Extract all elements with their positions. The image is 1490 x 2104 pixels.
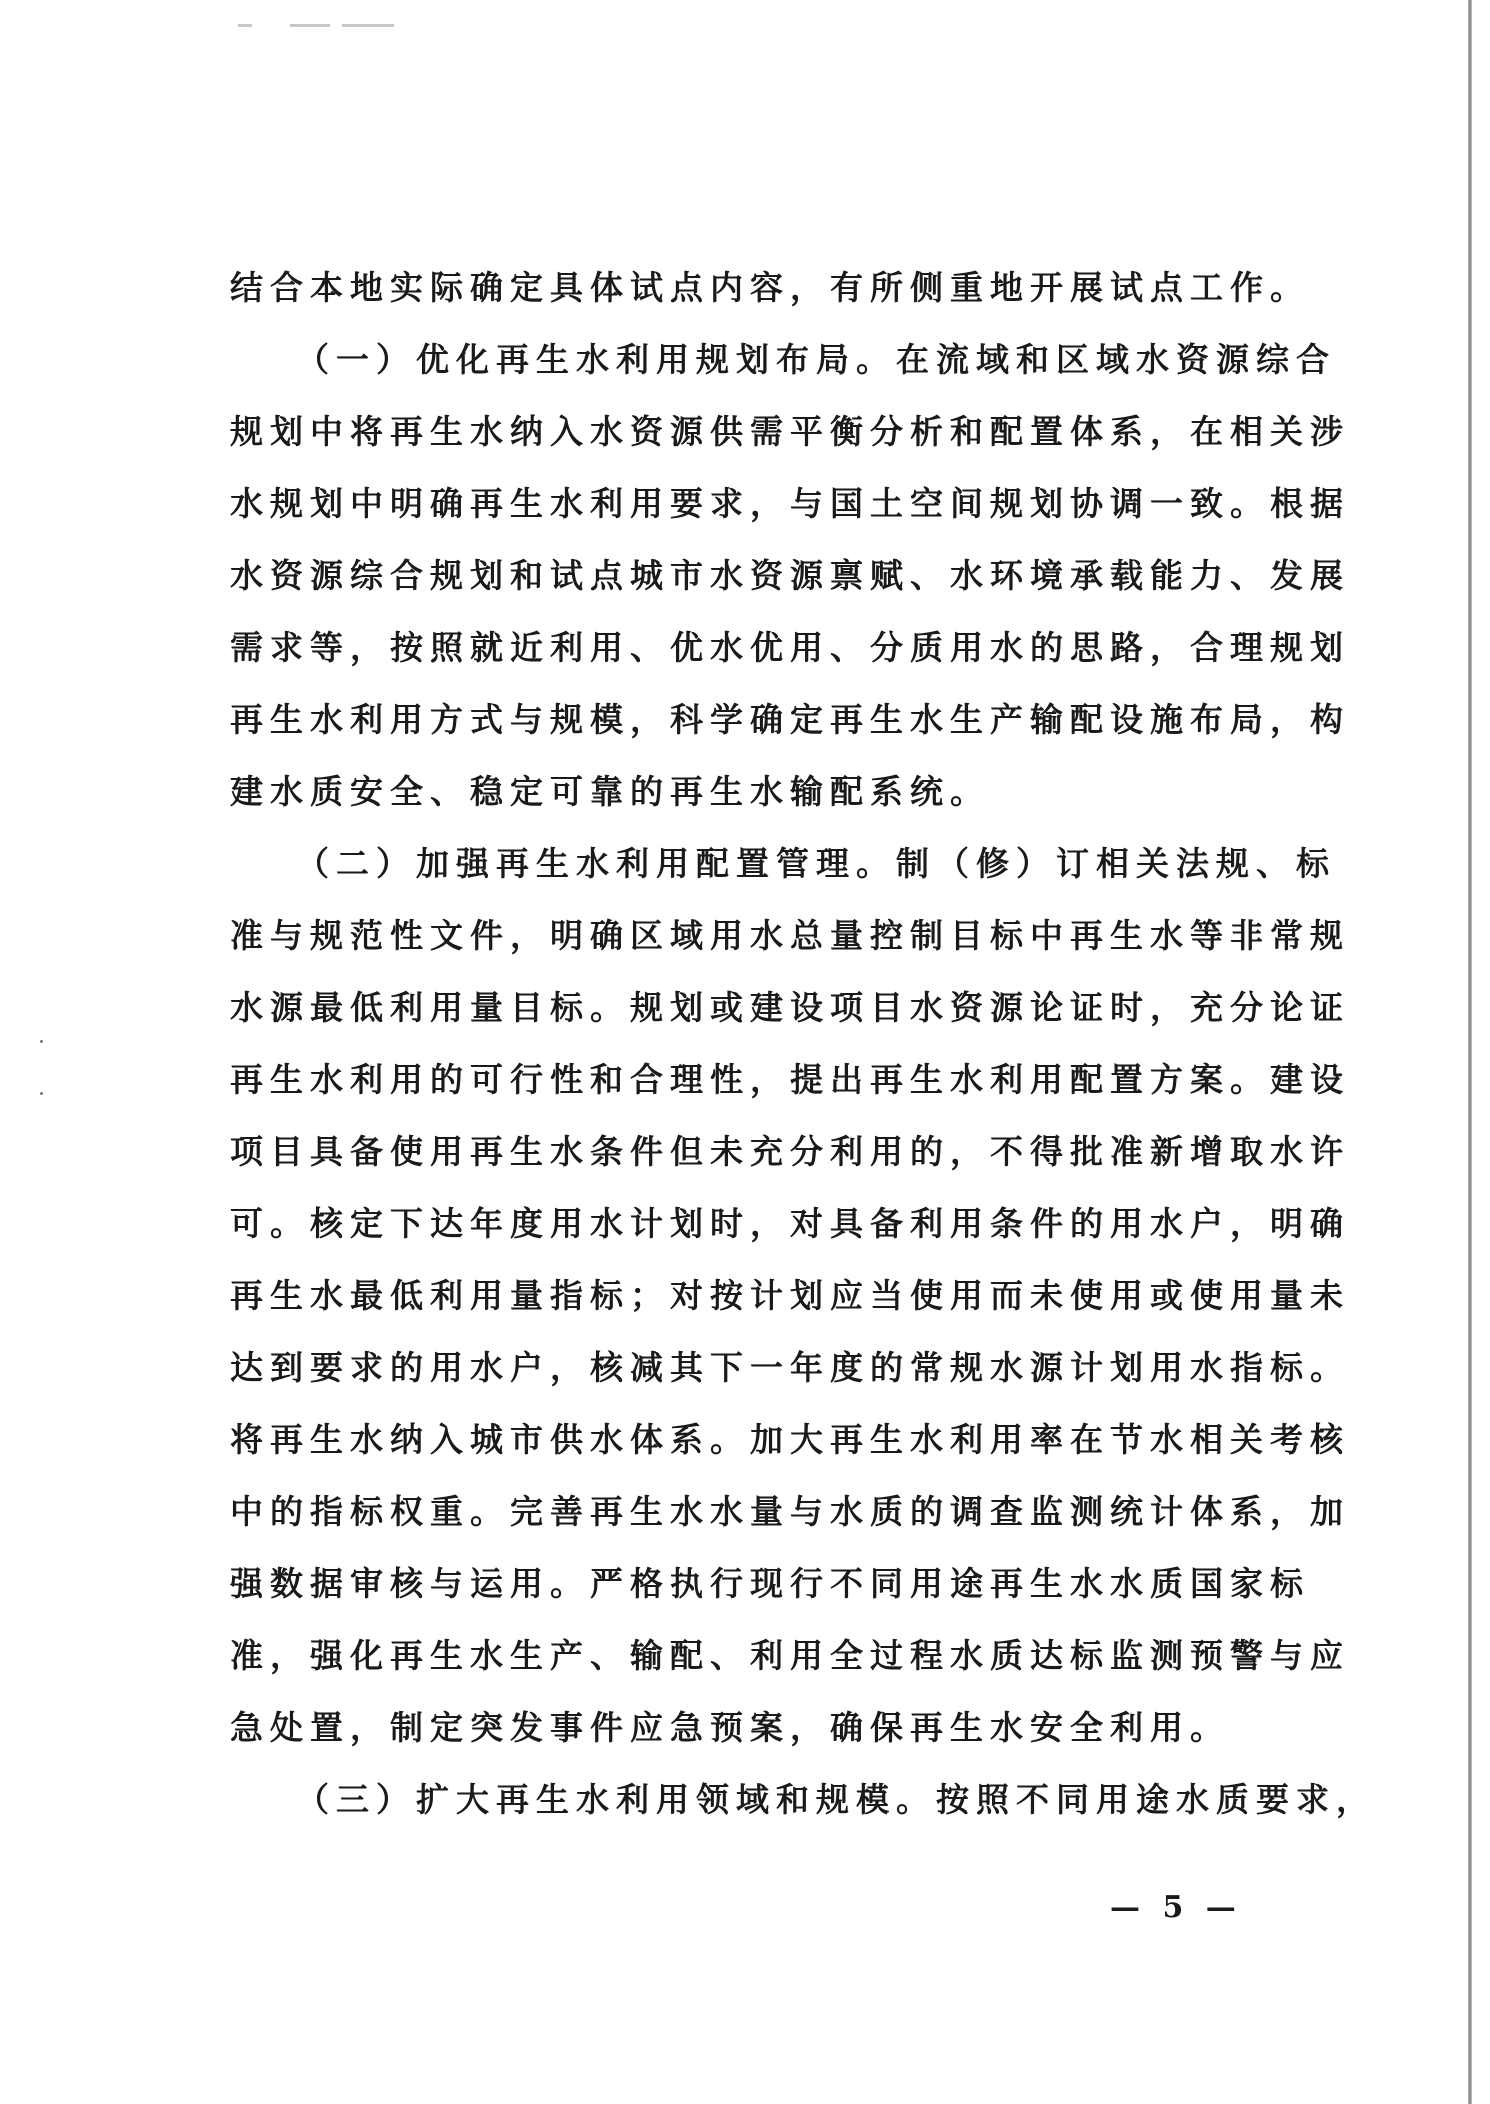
scan-edge-shadow [1468, 0, 1472, 2104]
section-two-heading-line: （二）加强再生水利用配置管理。制（修）订相关法规、标 [296, 844, 1336, 883]
text-line: 准，强化再生水生产、输配、利用全过程水质达标监测预警与应 [230, 1636, 1350, 1675]
text-line: 水源最低利用量目标。规划或建设项目水资源论证时，充分论证 [230, 988, 1350, 1027]
text-line: 建水质安全、稳定可靠的再生水输配系统。 [230, 772, 990, 811]
scan-artifact [40, 1092, 43, 1095]
text-line: 结合本地实际确定具体试点内容，有所侧重地开展试点工作。 [230, 268, 1310, 307]
section-one-heading-line: （一）优化再生水利用规划布局。在流域和区域水资源综合 [296, 340, 1336, 379]
text-line: 可。核定下达年度用水计划时，对具备利用条件的用水户，明确 [230, 1204, 1350, 1243]
text-line: 再生水最低利用量指标；对按计划应当使用而未使用或使用量未 [230, 1276, 1350, 1315]
scan-artifact [238, 24, 252, 27]
text-line: 项目具备使用再生水条件但未充分利用的，不得批准新增取水许 [230, 1132, 1350, 1171]
scan-artifact [40, 1040, 43, 1043]
text-line: 急处置，制定突发事件应急预案，确保再生水安全利用。 [230, 1708, 1230, 1747]
text-line: 再生水利用方式与规模，科学确定再生水生产输配设施布局，构 [230, 700, 1350, 739]
scan-artifact [342, 24, 394, 27]
text-line: 需求等，按照就近利用、优水优用、分质用水的思路，合理规划 [230, 628, 1350, 667]
text-line: 水资源综合规划和试点城市水资源禀赋、水环境承载能力、发展 [230, 556, 1350, 595]
text-line: 将再生水纳入城市供水体系。加大再生水利用率在节水相关考核 [230, 1420, 1350, 1459]
text-line: 达到要求的用水户，核减其下一年度的常规水源计划用水指标。 [230, 1348, 1350, 1387]
text-line: 水规划中明确再生水利用要求，与国土空间规划协调一致。根据 [230, 484, 1350, 523]
text-line: 规划中将再生水纳入水资源供需平衡分析和配置体系，在相关涉 [230, 412, 1350, 451]
text-line: 再生水利用的可行性和合理性，提出再生水利用配置方案。建设 [230, 1060, 1350, 1099]
text-line: 强数据审核与运用。严格执行现行不同用途再生水水质国家标 [230, 1564, 1310, 1603]
page-number: — 5 — [1110, 1890, 1242, 1925]
scan-artifact [290, 24, 330, 27]
text-line: 准与规范性文件，明确区域用水总量控制目标中再生水等非常规 [230, 916, 1350, 955]
text-line: 中的指标权重。完善再生水水量与水质的调查监测统计体系，加 [230, 1492, 1350, 1531]
section-three-heading-line: （三）扩大再生水利用领域和规模。按照不同用途水质要求， [296, 1780, 1376, 1819]
